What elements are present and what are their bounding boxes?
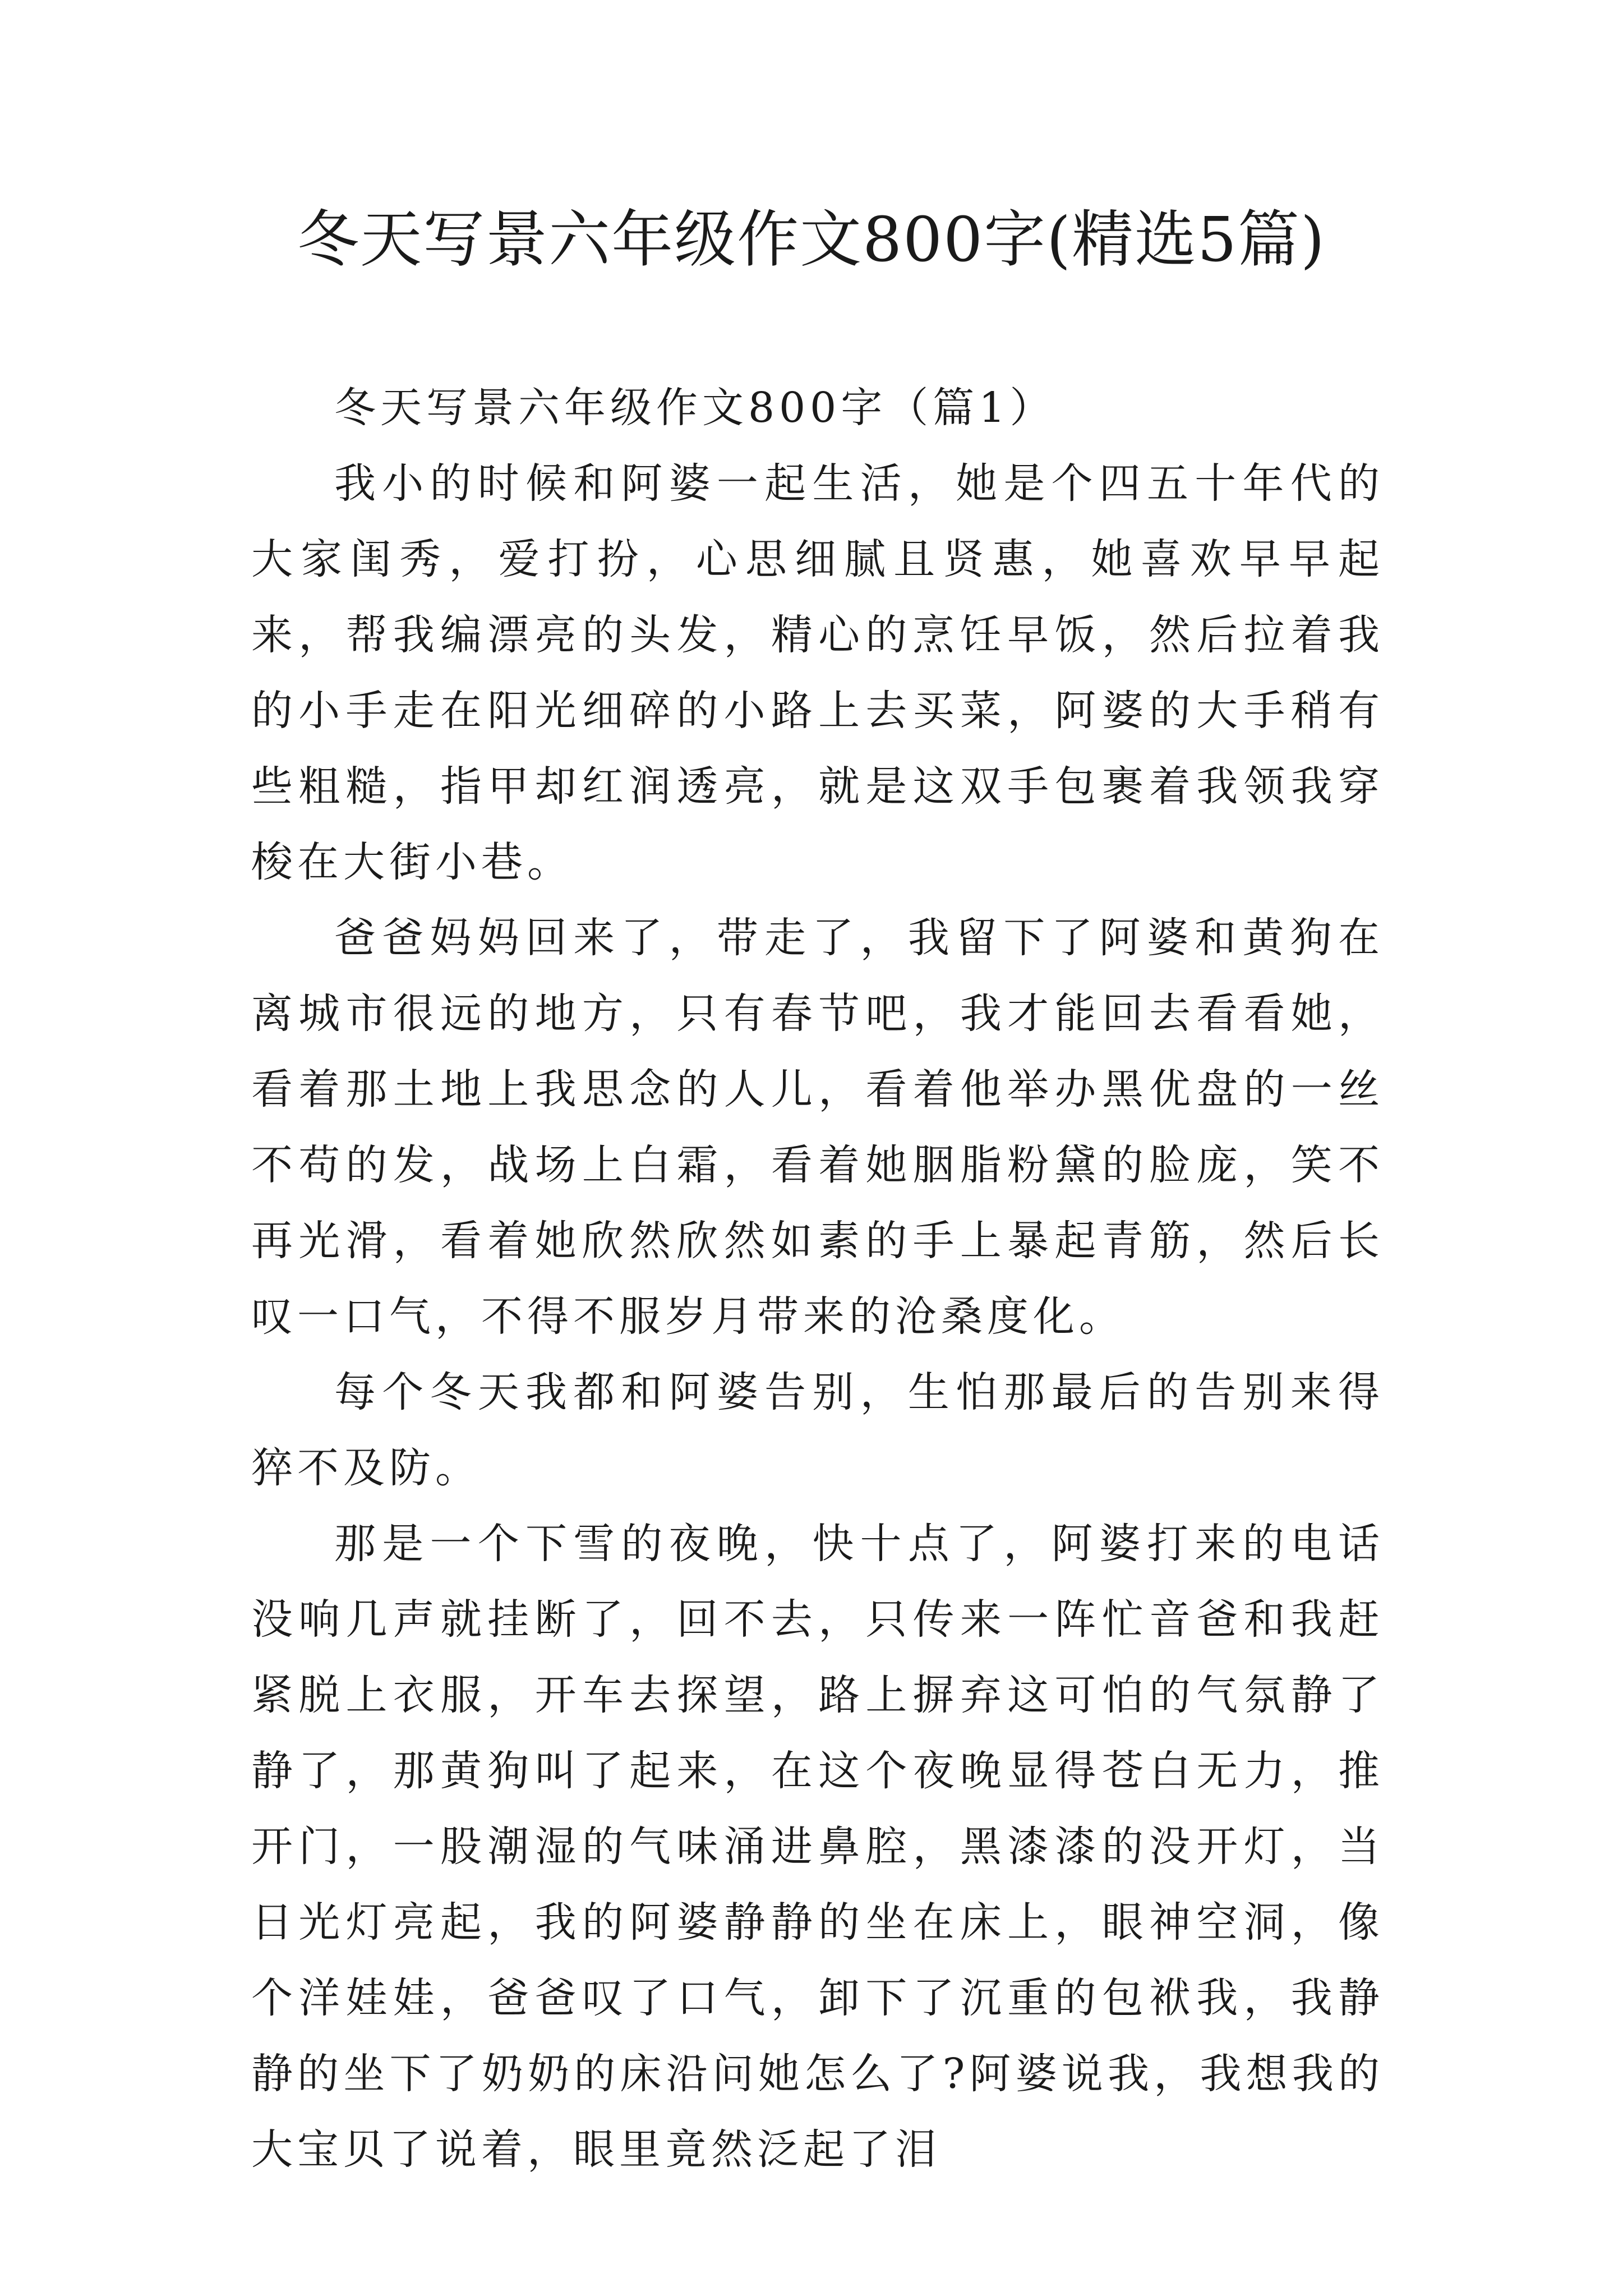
paragraph: 我小的时候和阿婆一起生活，她是个四五十年代的大家闺秀，爱打扮，心思细腻且贤惠，她喜欢早早起来，帮我编漂亮的头发，精心的烹饪早饭，然后拉着我的小手走在阳光细碎的小路上去买菜，阿婆的大手稍有些粗糙，指甲却红润透亮，就是这双手包裹着我领我穿梭在大街小巷。: [251, 459, 1384, 886]
paragraph: 那是一个下雪的夜晚，快十点了，阿婆打来的电话没响几声就挂断了，回不去，只传来一阵忙音爸和我赶紧脱上衣服，开车去探望，路上摒弃这可怕的气氛静了静了，那黄狗叫了起来，在这个夜晚显得苍白无力，推开门，一股潮湿的气味涌进鼻腔，黑漆漆的没开灯，当日光灯亮起，我的阿婆静静的坐在床上，眼神空洞，像个洋娃娃，爸爸叹了口气，卸下了沉重的包袱我，我静静的坐下了奶奶的床沿问她怎么了?阿婆说我，我想我的大宝贝了说着，眼里竟然泛起了泪: [251, 1520, 1384, 2174]
document-title: 冬天写景六年级作文800字(精选5篇): [297, 204, 1326, 275]
paragraph: 爸爸妈妈回来了，带走了，我留下了阿婆和黄狗在离城市很远的地方，只有春节吧，我才能回去看看她，看着那土地上我思念的人儿，看着他举办黑优盘的一丝不苟的发，战场上白霜，看着她胭脂粉黛的脸庞，笑不再光滑，看着她欣然欣然如素的手上暴起青筋，然后长叹一口气，不得不服岁月带来的沧桑度化。: [251, 914, 1384, 1341]
section-heading: 冬天写景六年级作文800字（篇1）: [334, 384, 1056, 432]
document-body: [251, 370, 1384, 2188]
paragraph: 每个冬天我都和阿婆告别，生怕那最后的告别来得猝不及防。: [251, 1368, 1384, 1492]
